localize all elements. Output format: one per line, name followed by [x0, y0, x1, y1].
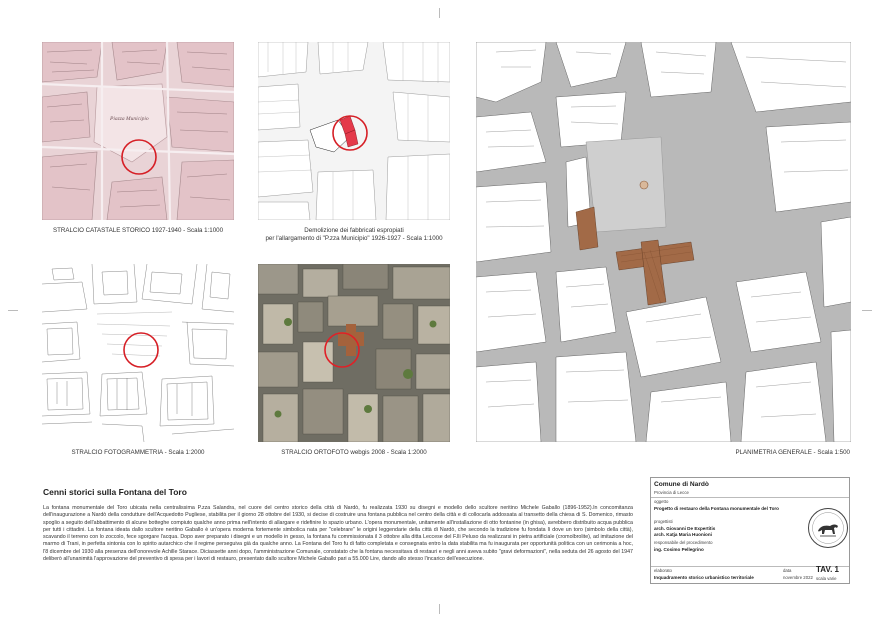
top-tick	[439, 8, 440, 18]
fotogrammetria-drawing	[42, 264, 234, 442]
tb-oggetto-label: oggetto	[654, 499, 669, 504]
tb-data-label: data	[783, 568, 792, 573]
catastale-drawing	[42, 42, 234, 220]
planimetria-caption: PLANIMETRIA GENERALE - Scala 1:500	[735, 449, 850, 456]
demolizione-map	[258, 42, 450, 220]
right-tick	[862, 310, 872, 311]
catastale-label: Piazza Municipio	[110, 116, 149, 122]
tb-scala: scala varie	[816, 576, 837, 581]
left-tick	[8, 310, 18, 311]
tb-oggetto: Progetto di restauro della Fontana monumentale del Toro	[654, 506, 779, 511]
tb-responsabile: ing. Cosimo Pellegrino	[654, 547, 704, 552]
planimetria-map	[476, 42, 851, 442]
history-title: Cenni storici sulla Fontana del Toro	[43, 487, 187, 497]
demolizione-drawing	[258, 42, 450, 220]
history-body: La fontana monumentale del Toro ubicata nella centralissima P.zza Salandra, nel cuore del centro storico della città di Nardò, fu realizzata 1930 su disegni e modello dello scultore neritino Michele Gaballo (1896-1952).In concomitanza dell'inaugurazione a Nardò della condutture dell'Acquedotto Pugliese, stabilita per il giorno 28 ottobre del 1930, si decise di costruire una fontana pubblica nel centro della città e di collocarla addossata al transetto della chiesa di S. Domenico, rimasto spoglio a seguito dell'abbattimento di alcune botteghe compiuto qualche anno prima nell'intento di allargare e ridefinire lo spazio urbano. L'opera monumentale, unitamente all'installazione di otto fontanine (in ghisa), avrebbero distribuito acqua pubblica per tutti i cittadini. La fontana ideata dallo scultore neritino Gaballo è un'opera moderna fortemente simbolica nata per "celebrare" le origini leggendarie della città di Nardò, che secondo la tradizione fu fondata lì dove un toro (simbolo della città), scavando il terreno con lo zoccolo, fece sgorgare l'acqua. Dopo aver preparato i disegni e un modello in gesso, la fontana fu commissionata il 3 ottobre alla ditta Leccese del F.lli Peluso da realizzarsi in pietra artificiale (cromolbrolite), ad imitazione del marmo di Trani, in perfetta sintonia con lo spirito autarchico che il regime perseguiva già da qualche anno. La Fontana del Toro fu di fatto completata e consegnata entro la data stabilita ma fu inaugurata per opportunità politica con un cerimonia a hoc, l'8 dicembre del 1930 alla presenza dell'onorevole Achille Starace. Diciassette anni dopo, l'amministrazione Comunale, constatato che la fontana necessitava di restauri e negli anni aveva subito "gravi deformazioni", nella seduta del 26 agosto del 1947 deliberò all'unanimità l'approvazione del preventivo di spesa per i lavori di restauro, presentato dallo scultore Michele Gaballo pari a 55.000 Lire, dando allo stesso l'incarico dell'esecuzione.	[43, 505, 633, 563]
tb-comune: Comune di Nardò	[654, 481, 709, 488]
ortofoto-drawing	[258, 264, 450, 442]
bottom-tick	[439, 604, 440, 614]
tb-divider	[651, 497, 849, 498]
tb-responsabile-label: responsabile del procedimento	[654, 540, 713, 545]
tb-progettisti-label: progettisti	[654, 519, 673, 524]
tb-progettista-2: arch. Katja Maria Huonioni	[654, 532, 712, 537]
ortofoto-caption: STRALCIO ORTOFOTO webgis 2008 - Scala 1:2000	[281, 449, 427, 456]
tb-tav: TAV. 1	[816, 565, 839, 574]
tb-data: novembre 2022	[783, 575, 813, 580]
tb-elaborato: Inquadramento storico urbanistico territoriale	[654, 575, 754, 580]
piazza-area	[586, 137, 666, 232]
fotogrammetria-map	[42, 264, 234, 442]
comune-seal-icon	[808, 508, 848, 548]
catastale-caption: STRALCIO CATASTALE STORICO 1927-1940 - Scala 1:1000	[52, 227, 224, 234]
ortofoto-map	[258, 264, 450, 442]
catastale-map	[42, 42, 234, 220]
tb-progettista-1: arch. Giovanni De Expertitis	[654, 526, 716, 531]
fotogrammetria-caption: STRALCIO FOTOGRAMMETRIA - Scala 1:2000	[71, 449, 205, 456]
tb-provincia: Provincia di Lecce	[654, 490, 689, 495]
planimetria-drawing	[476, 42, 851, 442]
tb-elaborato-label: elaborato	[654, 568, 672, 573]
demolizione-caption-line-1: Demolizione dei fabbricati espropiati	[304, 227, 404, 234]
demolizione-caption-line-2: per l'allargamento di "P.zza Municipio" 1926-1927 - Scala 1:1000	[265, 235, 443, 242]
